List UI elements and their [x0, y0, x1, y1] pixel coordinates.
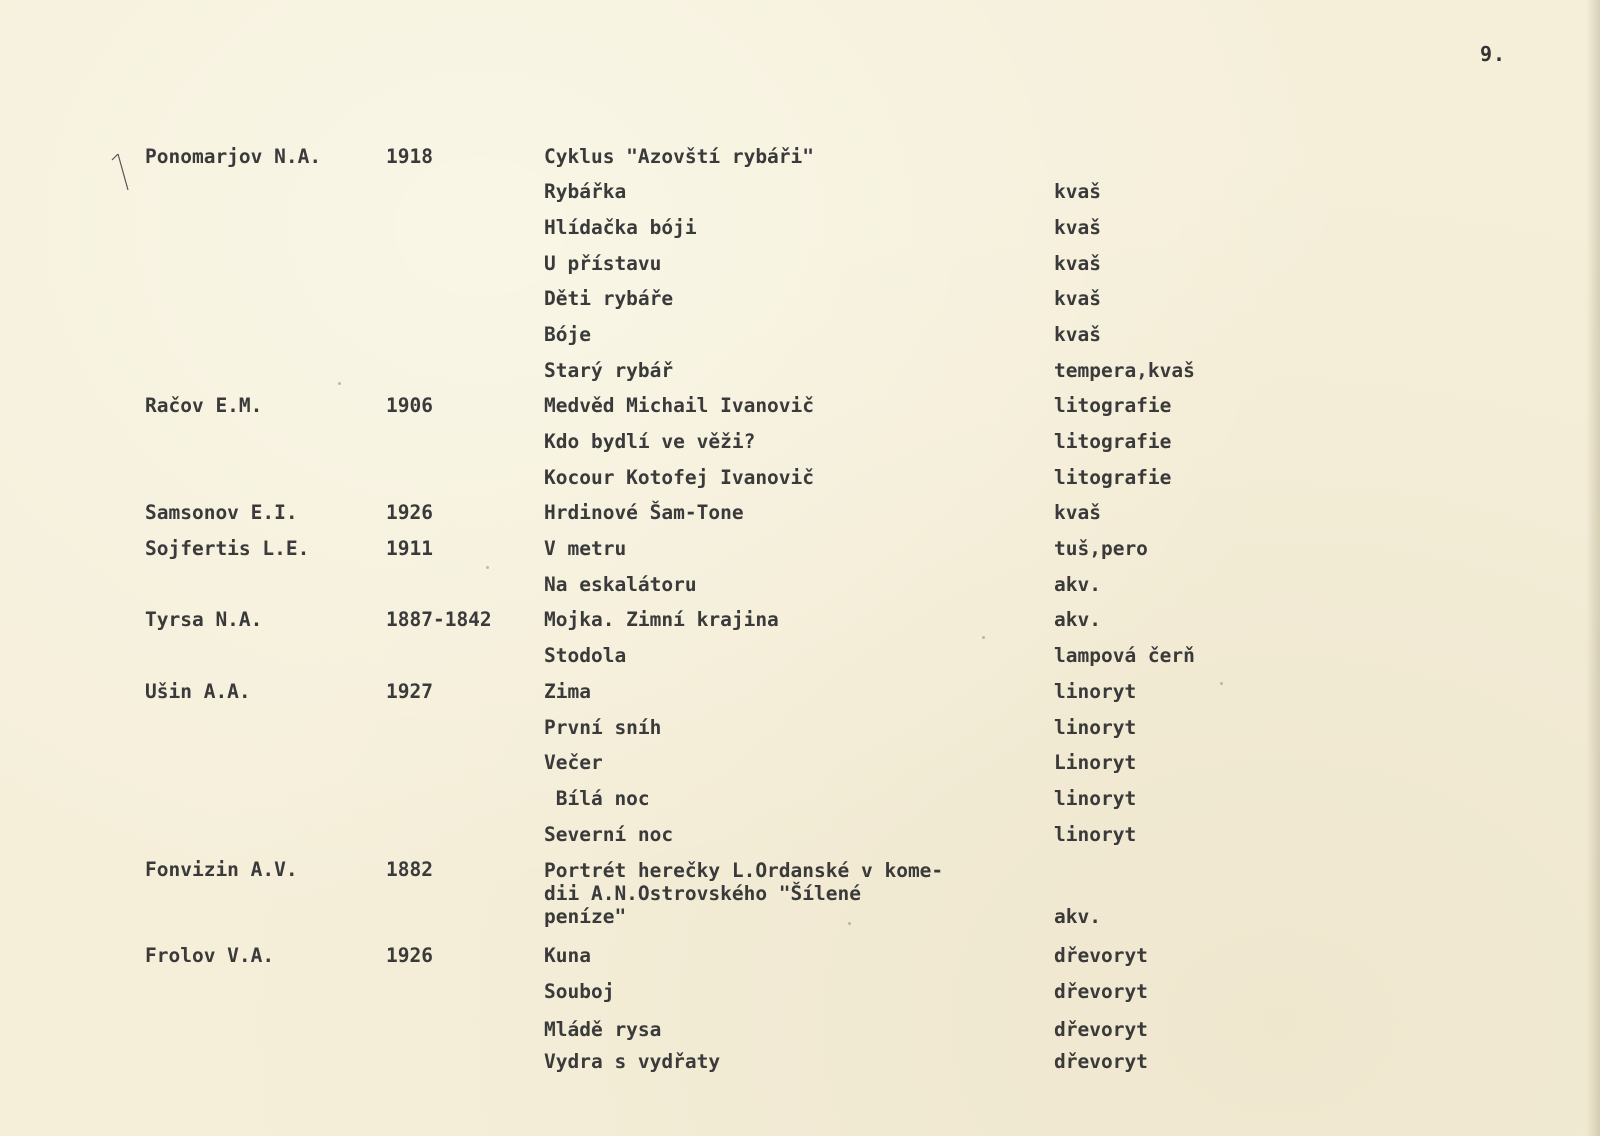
- artwork-title: Vydra s vydřaty: [544, 1050, 721, 1073]
- artwork-technique: litografie: [1054, 466, 1172, 489]
- artwork-technique: dřevoryt: [1054, 1018, 1148, 1041]
- paper-edge-shadow: [1586, 0, 1600, 1136]
- artwork-title: Medvěd Michail Ivanovič: [544, 394, 815, 417]
- artwork-technique: linoryt: [1054, 823, 1137, 846]
- artwork-technique: kvaš: [1054, 216, 1101, 239]
- artist-name: Frolov V.A.: [145, 944, 275, 967]
- paper-speck: [848, 922, 851, 925]
- artwork-title: První sníh: [544, 716, 662, 739]
- page-number: 9.: [1480, 42, 1507, 66]
- artist-name: Sojfertis L.E.: [145, 537, 310, 560]
- artwork-title: Bílá noc: [544, 787, 650, 810]
- artwork-technique: tuš,pero: [1054, 537, 1148, 560]
- artwork-technique: linoryt: [1054, 680, 1137, 703]
- artist-year: 1927: [386, 680, 433, 703]
- artwork-title: Rybářka: [544, 180, 627, 203]
- artist-year: 1911: [386, 537, 433, 560]
- artwork-technique: akv.: [1054, 573, 1101, 596]
- artwork-title: Cyklus "Azovští rybáři": [544, 145, 815, 168]
- artwork-title: Starý rybář: [544, 359, 674, 382]
- artwork-technique: dřevoryt: [1054, 980, 1148, 1003]
- artwork-title: Souboj: [544, 980, 615, 1003]
- artist-year: 1887-1842: [386, 608, 492, 631]
- artist-year: 1926: [386, 501, 433, 524]
- artwork-technique: litografie: [1054, 394, 1172, 417]
- artwork-technique: kvaš: [1054, 501, 1101, 524]
- paper-speck: [1220, 682, 1223, 685]
- artwork-title: Hlídačka bóji: [544, 216, 697, 239]
- artist-year: 1918: [386, 145, 433, 168]
- artwork-technique: kvaš: [1054, 287, 1101, 310]
- artist-name: Fonvizin A.V.: [145, 858, 298, 881]
- artwork-title: Stodola: [544, 644, 627, 667]
- artwork-technique: kvaš: [1054, 252, 1101, 275]
- artwork-technique: kvaš: [1054, 323, 1101, 346]
- paper-speck: [982, 636, 985, 639]
- artwork-title: Večer: [544, 751, 603, 774]
- artwork-title: Mládě rysa: [544, 1018, 662, 1041]
- artist-name: Račov E.M.: [145, 394, 263, 417]
- artwork-technique: dřevoryt: [1054, 944, 1148, 967]
- artist-year: 1906: [386, 394, 433, 417]
- artist-year: 1882: [386, 858, 433, 881]
- artwork-technique: kvaš: [1054, 180, 1101, 203]
- artwork-title: Zima: [544, 680, 591, 703]
- artwork-technique: linoryt: [1054, 787, 1137, 810]
- artwork-title: U přístavu: [544, 252, 662, 275]
- artist-year: 1926: [386, 944, 433, 967]
- artwork-title: Kuna: [544, 944, 591, 967]
- artwork-title: Na eskalátoru: [544, 573, 697, 596]
- artwork-technique: dřevoryt: [1054, 1050, 1148, 1073]
- artwork-title: Kdo bydlí ve věži?: [544, 430, 756, 453]
- artist-name: Tyrsa N.A.: [145, 608, 263, 631]
- artwork-technique: akv.: [1054, 905, 1101, 928]
- artwork-title: Hrdinové Šam-Tone: [544, 501, 744, 524]
- paper-speck: [338, 382, 341, 385]
- artwork-title: V metru: [544, 537, 627, 560]
- artist-name: Samsonov E.I.: [145, 501, 298, 524]
- artwork-technique: linoryt: [1054, 716, 1137, 739]
- artwork-technique: tempera,kvaš: [1054, 359, 1195, 382]
- artwork-title: Portrét herečky L.Ordanské v kome- dii A.N.Ostrovského "Šílené peníze": [544, 859, 944, 928]
- paper-speck: [486, 566, 489, 569]
- artwork-technique: akv.: [1054, 608, 1101, 631]
- artwork-title: Děti rybáře: [544, 287, 674, 310]
- artist-name: Ušin A.A.: [145, 680, 251, 703]
- artwork-technique: lampová čerň: [1054, 644, 1195, 667]
- artwork-title: Bóje: [544, 323, 591, 346]
- artist-name: Ponomarjov N.A.: [145, 145, 322, 168]
- artwork-title: Mojka. Zimní krajina: [544, 608, 779, 631]
- artwork-title: Kocour Kotofej Ivanovič: [544, 466, 815, 489]
- artwork-technique: litografie: [1054, 430, 1172, 453]
- artwork-technique: [1054, 142, 1254, 172]
- pencil-check-mark-icon: [108, 146, 138, 196]
- artwork-technique: Linoryt: [1054, 751, 1137, 774]
- artwork-title: Severní noc: [544, 823, 674, 846]
